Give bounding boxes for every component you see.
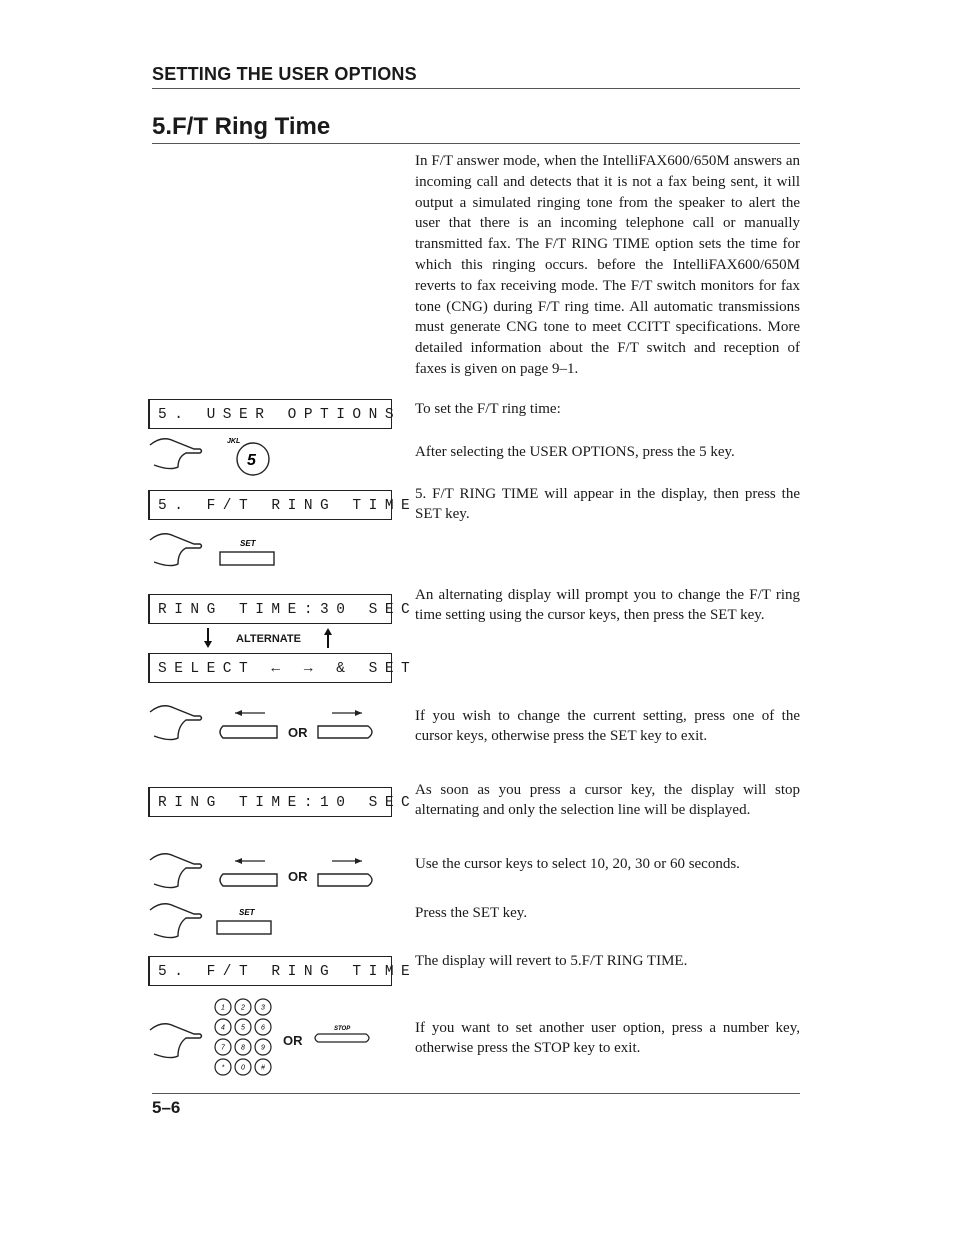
keypad-key-label: 4	[221, 1024, 225, 1032]
keypad-key-label: #	[261, 1064, 265, 1072]
footer-rule	[152, 1093, 800, 1094]
alternate-label: ALTERNATE	[236, 633, 301, 645]
pointing-hand-icon	[148, 532, 208, 570]
lcd-display-ft-ring-time-final: 5. F/T RING TIME	[148, 956, 392, 986]
arrow-right-icon	[332, 710, 362, 716]
page-number: 5–6	[152, 1098, 181, 1117]
number-keypad[interactable]	[214, 997, 278, 1081]
lcd-display-select-set: SELECT ← → & SET	[148, 653, 392, 683]
page-title: 5.F/T Ring Time	[152, 113, 331, 140]
pointing-hand-icon	[148, 704, 208, 744]
keypad-key[interactable]	[215, 999, 231, 1015]
set-key-2[interactable]	[217, 903, 277, 937]
pointing-hand-icon	[148, 902, 208, 942]
step-text-8: Press the SET key.	[415, 905, 528, 921]
stop-key[interactable]	[310, 1022, 376, 1052]
or-label-1: OR	[288, 725, 308, 740]
pointing-hand-icon	[148, 1022, 208, 1062]
set-key[interactable]	[220, 534, 280, 568]
cursor-left-key[interactable]	[215, 708, 285, 742]
keypad-key-label: 0	[241, 1064, 245, 1072]
step-text-4: An alternating display will prompt you to change the F/T ring time setting using the cursor keys, then press the SET key.	[415, 587, 800, 623]
step-text-2: After selecting the USER OPTIONS, press the 5 key.	[415, 444, 735, 460]
step-text-6: As soon as you press a cursor key, the display will stop alternating and only the selection line will be displayed.	[415, 782, 800, 818]
stop-key-label: STOP	[334, 1026, 351, 1032]
keypad-key[interactable]	[255, 1019, 271, 1035]
keypad-key[interactable]	[235, 1059, 251, 1075]
jkl-label: JKL	[227, 438, 241, 445]
arrow-down-icon	[204, 628, 212, 648]
keypad-key[interactable]	[215, 1019, 231, 1035]
lcd-display-ring-time-30: RING TIME:30 SEC	[148, 594, 392, 624]
keypad-key[interactable]	[255, 1059, 271, 1075]
step-text-3: 5. F/T RING TIME will appear in the display, then press the SET key.	[415, 486, 800, 522]
header-rule	[152, 88, 800, 89]
step-text-1: To set the F/T ring time:	[415, 401, 561, 417]
section-header: SETTING THE USER OPTIONS	[152, 64, 417, 84]
keypad-key[interactable]	[235, 999, 251, 1015]
five-key-label: 5	[247, 452, 256, 469]
step-text-5: If you wish to change the current setting, press one of the cursor keys, otherwise press the SET key to exit.	[415, 708, 800, 744]
lcd-display-ft-ring-time: 5. F/T RING TIME	[148, 490, 392, 520]
step-text-7: Use the cursor keys to select 10, 20, 30 or 60 seconds.	[415, 856, 740, 872]
or-label-2: OR	[288, 869, 308, 884]
keypad-key-label: 5	[241, 1024, 245, 1032]
keypad-key[interactable]	[235, 1039, 251, 1055]
cursor-left-key-2[interactable]	[215, 856, 285, 890]
or-label-3: OR	[283, 1033, 303, 1048]
title-rule	[152, 143, 800, 144]
step-text-10: If you want to set another user option, press a number key, otherwise press the STOP key to exit.	[415, 1020, 800, 1056]
keypad-key-label: *	[221, 1064, 225, 1072]
step-text-9: The display will revert to 5.F/T RING TIME.	[415, 953, 688, 969]
arrow-left-icon	[235, 710, 265, 716]
keypad-key-label: 2	[241, 1004, 245, 1012]
lcd-display-ring-time-10: RING TIME:10 SEC	[148, 787, 392, 817]
arrow-left-icon	[235, 858, 265, 864]
keypad-key-label: 9	[261, 1044, 265, 1052]
arrow-right-icon	[332, 858, 362, 864]
arrow-up-icon	[324, 628, 332, 648]
keypad-key-label: 7	[221, 1044, 225, 1052]
keypad-key[interactable]	[215, 1039, 231, 1055]
keypad-key[interactable]	[235, 1019, 251, 1035]
pointing-hand-icon	[148, 437, 208, 471]
keypad-key-label: 8	[241, 1044, 245, 1052]
keypad-key[interactable]	[255, 1039, 271, 1055]
keypad-key[interactable]	[255, 999, 271, 1015]
keypad-key-label: 1	[221, 1004, 225, 1012]
keypad-key-label: 6	[261, 1024, 265, 1032]
set-key-label: SET	[240, 539, 256, 548]
cursor-right-key[interactable]	[316, 708, 386, 742]
lcd-display-user-options: 5. USER OPTIONS	[148, 399, 392, 429]
keypad-key[interactable]	[215, 1059, 231, 1075]
set-key-label-2: SET	[239, 908, 255, 917]
cursor-right-key-2[interactable]	[316, 856, 386, 890]
pointing-hand-icon	[148, 852, 208, 892]
intro-paragraph: In F/T answer mode, when the IntelliFAX600/650M answers an incoming call and detects that it is not a fax being sent, it will output a simulated ringing tone from the speaker to alert the user that there is an incoming telephone call or manually transmitted fax. The F/T RING TIME option sets the time for which this ringing occurs. before the IntelliFAX600/650M reverts to fax receiving mode. The F/T switch monitors for fax tone (CNG) during F/T ring time. All automatic transmissions must generate CNG tone to meet CCITT specifications. More detailed information about the F/T switch and reception of faxes is given on page 9–1.	[415, 153, 800, 377]
five-key[interactable]	[225, 437, 275, 481]
keypad-key-label: 3	[261, 1004, 265, 1012]
